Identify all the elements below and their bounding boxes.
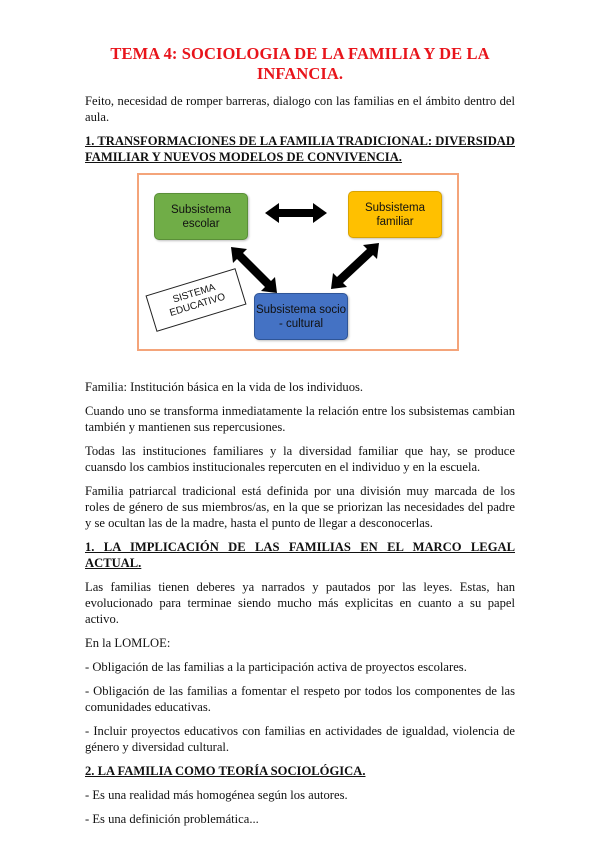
- intro-paragraph: Feito, necesidad de romper barreras, dialogo con las familias en el ámbito dentro del aula.: [85, 94, 515, 124]
- list-item: - Obligación de las familias a fomentar el respeto por todos los componentes de las comunidades educativas.: [85, 684, 515, 714]
- paragraph: En la LOMLOE:: [85, 636, 171, 650]
- double-arrow-horizontal-icon: [265, 203, 327, 223]
- section-2-heading: 1. LA IMPLICACIÓN DE LAS FAMILIAS EN EL MARCO LEGAL ACTUAL.: [85, 540, 515, 570]
- double-arrow-right-diagonal-icon: [331, 243, 379, 289]
- paragraph: Familia: Institución básica en la vida de los individuos.: [85, 380, 364, 394]
- paragraph: Familia patriarcal tradicional está definida por una división muy marcada de los roles de género de sus miembros/as, en la que se priorizan las necesidades del padre y se ocultan las de la madre, hasta el punto de llegar a desconocerlas.: [85, 484, 515, 530]
- section-3-heading: 2. LA FAMILIA COMO TEORÍA SOCIOLÓGICA.: [85, 764, 366, 778]
- section-1-heading-line2: FAMILIAR Y NUEVOS MODELOS DE CONVIVENCIA.: [85, 150, 402, 164]
- paragraph: Todas las instituciones familiares y la diversidad familiar que hay, se produce cuansdo los cambios institucionales repercuten en el individuo y en la escuela.: [85, 444, 515, 474]
- subsistema-familiar-box: Subsistema familiar: [348, 191, 442, 238]
- document-page: [85, 44, 515, 835]
- paragraph: Cuando uno se transforma inmediatamente la relación entre los subsistemas cambian también y mantienen sus repercusiones.: [85, 404, 515, 434]
- list-item: - Obligación de las familias a la participación activa de proyectos escolares.: [85, 660, 467, 674]
- list-item: - Es una definición problemática...: [85, 812, 259, 826]
- list-item: - Incluir proyectos educativos con familias en actividades de igualdad, violencia de género y diversidad cultural.: [85, 724, 515, 754]
- subsistema-socio-cultural-box: Subsistema socio - cultural: [254, 293, 348, 340]
- document-title: TEMA 4: SOCIOLOGIA DE LA FAMILIA Y DE LA INFANCIA.: [110, 44, 490, 83]
- paragraph: Las familias tienen deberes ya narrados y pautados por las leyes. Estas, han evolucionado para terminae siendo mucho más explicitas en cuanto a su papel activo.: [85, 580, 515, 626]
- subsistema-escolar-box: Subsistema escolar: [154, 193, 248, 240]
- subsystems-diagram: [137, 173, 459, 351]
- section-1-heading-line1: 1. TRANSFORMACIONES DE LA FAMILIA TRADICIONAL: DIVERSIDAD: [85, 134, 515, 148]
- section-1-heading: [85, 133, 515, 165]
- list-item: - Es una realidad más homogénea según los autores.: [85, 788, 348, 802]
- sistema-educativo-label: SISTEMA EDUCATIVO: [145, 268, 246, 332]
